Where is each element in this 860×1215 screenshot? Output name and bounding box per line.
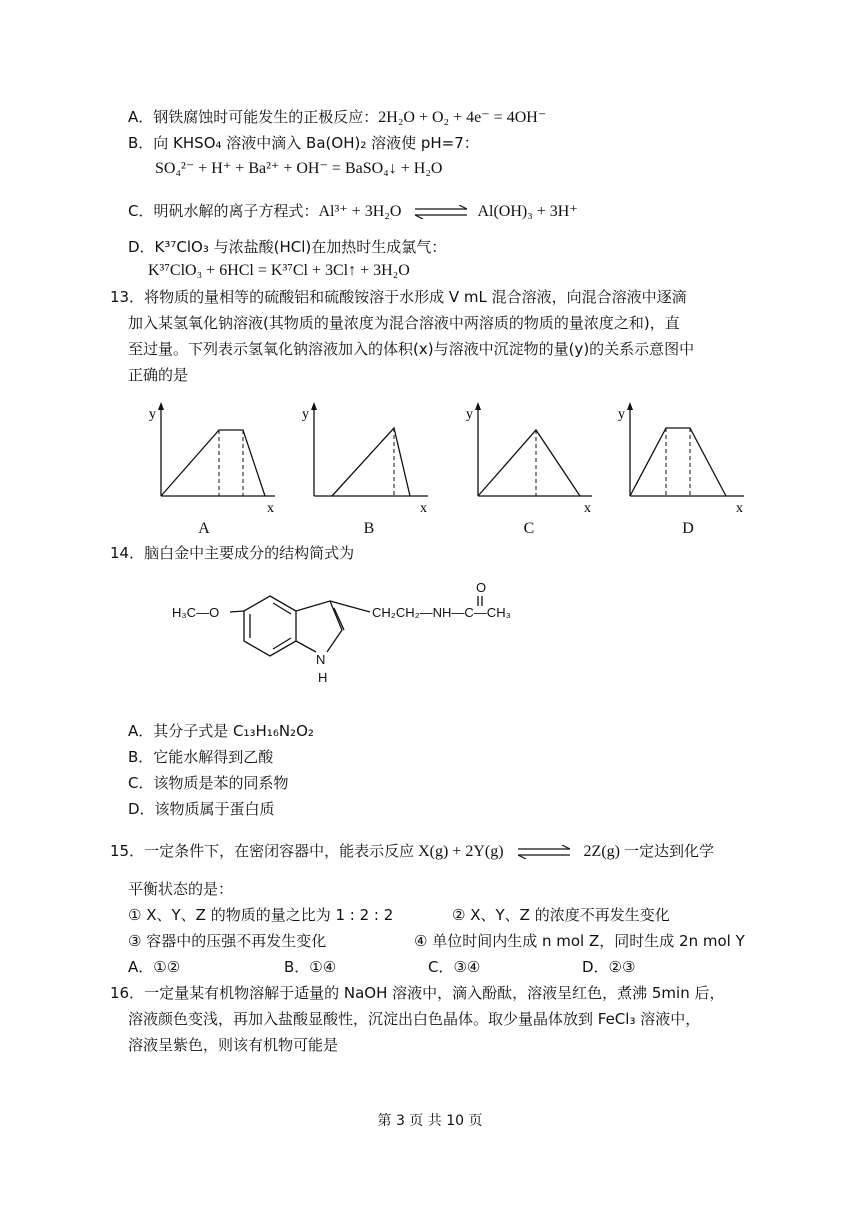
graph-d-x-label: x	[736, 501, 743, 516]
graph-c-label: C	[523, 520, 535, 537]
q12-option-b-text: B．向 KHSO₄ 溶液中滴入 Ba(OH)₂ 溶液使 pH=7：	[128, 134, 479, 152]
structure-nitrogen: N	[316, 652, 326, 667]
q12-option-c-left: Al³⁺ + 3H₂O	[318, 203, 402, 220]
graph-a-x-label: x	[267, 501, 274, 516]
q15-stem-line2: 平衡状态的是：	[128, 880, 234, 898]
q15-products: 2Z(g)	[583, 843, 620, 860]
q12-option-b-equation: SO₄²⁻ + H⁺ + Ba²⁺ + OH⁻ = BaSO₄↓ + H₂O	[155, 160, 443, 177]
q12-option-a	[128, 106, 546, 129]
q15-prefix: 15．一定条件下，在密闭容器中，能表示反应	[110, 842, 415, 860]
q15-condition-1: ① X、Y、Z 的物质的量之比为 1 : 2 : 2	[128, 906, 394, 924]
q15-condition-4: ④ 单位时间内生成 n mol Z，同时生成 2n mol Y	[414, 932, 745, 950]
graph-c-y-label: y	[466, 407, 473, 422]
q12-option-d-equation: K³⁷ClO₃ + 6HCl = K³⁷Cl + 3Cl↑ + 3H₂O	[148, 262, 410, 279]
q13-graph-a	[145, 400, 285, 520]
q12-option-a-text: A．钢铁腐蚀时可能发生的正极反应：	[128, 108, 379, 126]
q15-choice-d: D．②③	[582, 958, 636, 976]
page-footer: 第 3 页 共 10 页	[377, 1113, 483, 1129]
q12-option-d	[128, 236, 446, 259]
structure-side-chain: CH₂CH₂—NH—C—CH₃	[372, 605, 511, 620]
q14-option-a: A．其分子式是 C₁₃H₁₆N₂O₂	[128, 722, 314, 740]
structure-hydrogen: H	[318, 670, 328, 685]
q13-graph-c	[462, 400, 602, 520]
graph-b-y-label: y	[302, 407, 309, 422]
equilibrium-arrow-icon	[514, 845, 574, 859]
q15-suffix: 一定达到化学	[623, 842, 714, 860]
graph-a-y-label: y	[149, 407, 156, 422]
q14-option-b: B．它能水解得到乙酸	[128, 748, 274, 766]
q16-stem-line2: 溶液颜色变浅，再加入盐酸显酸性，沉淀出白色晶体。取少量晶体放到 FeCl₃ 溶液中，	[128, 1010, 701, 1028]
q15-choice-b: B．①④	[284, 958, 337, 976]
structure-oxygen: O	[476, 580, 487, 595]
q12-option-c-text: C．明矾水解的离子方程式：	[128, 202, 319, 220]
q14-option-d: D．该物质属于蛋白质	[128, 800, 275, 818]
q16-stem-line3: 溶液呈紫色，则该有机物可能是	[128, 1036, 339, 1054]
graph-b-label: B	[363, 520, 375, 537]
q15-condition-2: ② X、Y、Z 的浓度不再发生变化	[452, 906, 670, 924]
q12-option-d-text: D．K³⁷ClO₃ 与浓盐酸(HCl)在加热时生成氯气：	[128, 238, 447, 256]
q15-choice-a: A．①②	[128, 958, 181, 976]
q12-option-c	[128, 200, 578, 223]
structure-methoxy: H₃C—O	[172, 605, 220, 620]
q13-stem-line1: 13．将物质的量相等的硫酸铝和硫酸铵溶于水形成 V mL 混合溶液，向混合溶液中逐滴	[110, 288, 687, 306]
graph-d-label: D	[682, 520, 694, 537]
q15-condition-3: ③ 容器中的压强不再发生变化	[128, 932, 327, 950]
q14-option-c: C．该物质是苯的同系物	[128, 774, 289, 792]
q12-option-c-right: Al(OH)₃ + 3H⁺	[477, 203, 578, 220]
q15-choice-c: C．③④	[428, 958, 481, 976]
q14-stem: 14．脑白金中主要成分的结构简式为	[110, 544, 355, 562]
q13-stem-line2: 加入某氢氧化钠溶液(其物质的量浓度为混合溶液中两溶质的物质的量浓度之和)，直	[128, 314, 680, 332]
q12-option-b	[128, 132, 479, 155]
q15-reactants: X(g) + 2Y(g)	[418, 843, 504, 860]
graph-b-x-label: x	[420, 501, 427, 516]
q15-stem-line1	[110, 840, 714, 863]
graph-c-x-label: x	[584, 501, 591, 516]
q13-stem-line3: 至过量。下列表示氢氧化钠溶液加入的体积(x)与溶液中沉淀物的量(y)的关系示意图中	[128, 340, 695, 358]
equilibrium-arrow-icon	[411, 205, 471, 219]
graph-d-y-label: y	[618, 407, 625, 422]
q13-stem-line4: 正确的是	[128, 366, 189, 384]
q12-option-a-equation: 2H₂O + O₂ + 4e⁻ = 4OH⁻	[378, 109, 547, 126]
melatonin-structure	[160, 572, 540, 692]
q13-graph-d	[614, 400, 754, 520]
graph-a-label: A	[198, 520, 210, 537]
q16-stem-line1: 16．一定量某有机物溶解于适量的 NaOH 溶液中，滴入酚酞，溶液呈红色，煮沸 5min 后，	[110, 984, 725, 1002]
q13-graph-b	[298, 400, 438, 520]
